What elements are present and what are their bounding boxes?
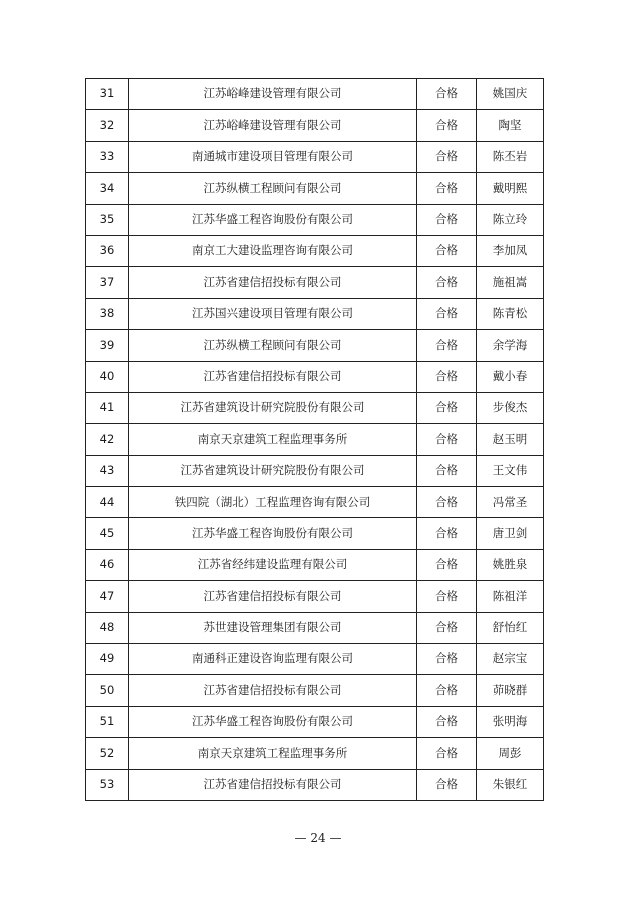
result-cell: 合格 <box>417 549 477 580</box>
result-cell: 合格 <box>417 79 477 110</box>
person-name-cell: 陈祖洋 <box>477 581 544 612</box>
company-name-cell: 江苏纵横工程顾问有限公司 <box>129 330 417 361</box>
table-row <box>86 361 544 392</box>
company-name-cell: 江苏纵横工程顾问有限公司 <box>129 173 417 204</box>
table-row <box>86 79 544 110</box>
company-name-cell: 江苏省建信招投标有限公司 <box>129 581 417 612</box>
row-number-cell: 32 <box>86 110 129 141</box>
person-name-cell: 戴小春 <box>477 361 544 392</box>
company-name-cell: 南京天京建筑工程监理事务所 <box>129 738 417 769</box>
person-name-cell: 陈立玲 <box>477 204 544 235</box>
company-name-cell: 江苏省建信招投标有限公司 <box>129 267 417 298</box>
result-cell: 合格 <box>417 141 477 172</box>
company-name-cell: 江苏省建筑设计研究院股份有限公司 <box>129 455 417 486</box>
table-row <box>86 738 544 769</box>
company-name-cell: 江苏华盛工程咨询股份有限公司 <box>129 706 417 737</box>
person-name-cell: 赵宗宝 <box>477 644 544 675</box>
company-name-cell: 铁四院（湖北）工程监理咨询有限公司 <box>129 487 417 518</box>
company-name-cell: 江苏国兴建设项目管理有限公司 <box>129 298 417 329</box>
table-row <box>86 110 544 141</box>
table-row <box>86 173 544 204</box>
table-row <box>86 769 544 800</box>
row-number-cell: 41 <box>86 392 129 423</box>
person-name-cell: 赵玉明 <box>477 424 544 455</box>
row-number-cell: 40 <box>86 361 129 392</box>
person-name-cell: 王文伟 <box>477 455 544 486</box>
row-number-cell: 44 <box>86 487 129 518</box>
person-name-cell: 陶坚 <box>477 110 544 141</box>
table-row <box>86 267 544 298</box>
result-cell: 合格 <box>417 361 477 392</box>
result-cell: 合格 <box>417 424 477 455</box>
person-name-cell: 陈青松 <box>477 298 544 329</box>
person-name-cell: 步俊杰 <box>477 392 544 423</box>
result-cell: 合格 <box>417 612 477 643</box>
table-row <box>86 644 544 675</box>
result-cell: 合格 <box>417 173 477 204</box>
table-row <box>86 330 544 361</box>
company-name-cell: 江苏省建信招投标有限公司 <box>129 675 417 706</box>
row-number-cell: 50 <box>86 675 129 706</box>
result-cell: 合格 <box>417 706 477 737</box>
table-row <box>86 392 544 423</box>
company-name-cell: 江苏峪峰建设管理有限公司 <box>129 79 417 110</box>
result-cell: 合格 <box>417 298 477 329</box>
table-row <box>86 549 544 580</box>
table-row <box>86 612 544 643</box>
person-name-cell: 余学海 <box>477 330 544 361</box>
result-cell: 合格 <box>417 581 477 612</box>
person-name-cell: 朱银红 <box>477 769 544 800</box>
person-name-cell: 戴明熙 <box>477 173 544 204</box>
row-number-cell: 45 <box>86 518 129 549</box>
person-name-cell: 姚国庆 <box>477 79 544 110</box>
table-row <box>86 581 544 612</box>
company-name-cell: 江苏省建筑设计研究院股份有限公司 <box>129 392 417 423</box>
row-number-cell: 46 <box>86 549 129 580</box>
result-cell: 合格 <box>417 392 477 423</box>
person-name-cell: 舒怡红 <box>477 612 544 643</box>
company-name-cell: 江苏省建信招投标有限公司 <box>129 769 417 800</box>
table-row <box>86 204 544 235</box>
person-name-cell: 茆晓群 <box>477 675 544 706</box>
results-table <box>85 78 544 801</box>
table-row <box>86 455 544 486</box>
result-cell: 合格 <box>417 455 477 486</box>
row-number-cell: 43 <box>86 455 129 486</box>
table-row <box>86 235 544 266</box>
result-cell: 合格 <box>417 267 477 298</box>
person-name-cell: 施祖嵩 <box>477 267 544 298</box>
table-row <box>86 518 544 549</box>
row-number-cell: 48 <box>86 612 129 643</box>
company-name-cell: 江苏华盛工程咨询股份有限公司 <box>129 204 417 235</box>
result-cell: 合格 <box>417 487 477 518</box>
row-number-cell: 39 <box>86 330 129 361</box>
result-cell: 合格 <box>417 110 477 141</box>
table-row <box>86 424 544 455</box>
company-name-cell: 南京天京建筑工程监理事务所 <box>129 424 417 455</box>
result-cell: 合格 <box>417 675 477 706</box>
result-cell: 合格 <box>417 644 477 675</box>
result-cell: 合格 <box>417 235 477 266</box>
company-name-cell: 江苏峪峰建设管理有限公司 <box>129 110 417 141</box>
row-number-cell: 35 <box>86 204 129 235</box>
person-name-cell: 冯常圣 <box>477 487 544 518</box>
row-number-cell: 33 <box>86 141 129 172</box>
table-row <box>86 487 544 518</box>
row-number-cell: 31 <box>86 79 129 110</box>
result-cell: 合格 <box>417 769 477 800</box>
company-name-cell: 江苏省经纬建设监理有限公司 <box>129 549 417 580</box>
table-row <box>86 675 544 706</box>
company-name-cell: 苏世建设管理集团有限公司 <box>129 612 417 643</box>
result-cell: 合格 <box>417 738 477 769</box>
row-number-cell: 47 <box>86 581 129 612</box>
person-name-cell: 李加凤 <box>477 235 544 266</box>
result-cell: 合格 <box>417 330 477 361</box>
row-number-cell: 38 <box>86 298 129 329</box>
page-number: — 24 — <box>294 831 342 845</box>
row-number-cell: 49 <box>86 644 129 675</box>
row-number-cell: 34 <box>86 173 129 204</box>
person-name-cell: 张明海 <box>477 706 544 737</box>
company-name-cell: 南通科正建设咨询监理有限公司 <box>129 644 417 675</box>
company-name-cell: 南通城市建设项目管理有限公司 <box>129 141 417 172</box>
row-number-cell: 52 <box>86 738 129 769</box>
row-number-cell: 51 <box>86 706 129 737</box>
table-row <box>86 706 544 737</box>
company-name-cell: 南京工大建设监理咨询有限公司 <box>129 235 417 266</box>
company-name-cell: 江苏省建信招投标有限公司 <box>129 361 417 392</box>
results-table-body <box>86 79 544 801</box>
person-name-cell: 唐卫剑 <box>477 518 544 549</box>
company-name-cell: 江苏华盛工程咨询股份有限公司 <box>129 518 417 549</box>
person-name-cell: 周彭 <box>477 738 544 769</box>
row-number-cell: 36 <box>86 235 129 266</box>
row-number-cell: 42 <box>86 424 129 455</box>
person-name-cell: 陈丕岩 <box>477 141 544 172</box>
table-row <box>86 298 544 329</box>
person-name-cell: 姚胜泉 <box>477 549 544 580</box>
row-number-cell: 53 <box>86 769 129 800</box>
result-cell: 合格 <box>417 204 477 235</box>
table-row <box>86 141 544 172</box>
result-cell: 合格 <box>417 518 477 549</box>
row-number-cell: 37 <box>86 267 129 298</box>
